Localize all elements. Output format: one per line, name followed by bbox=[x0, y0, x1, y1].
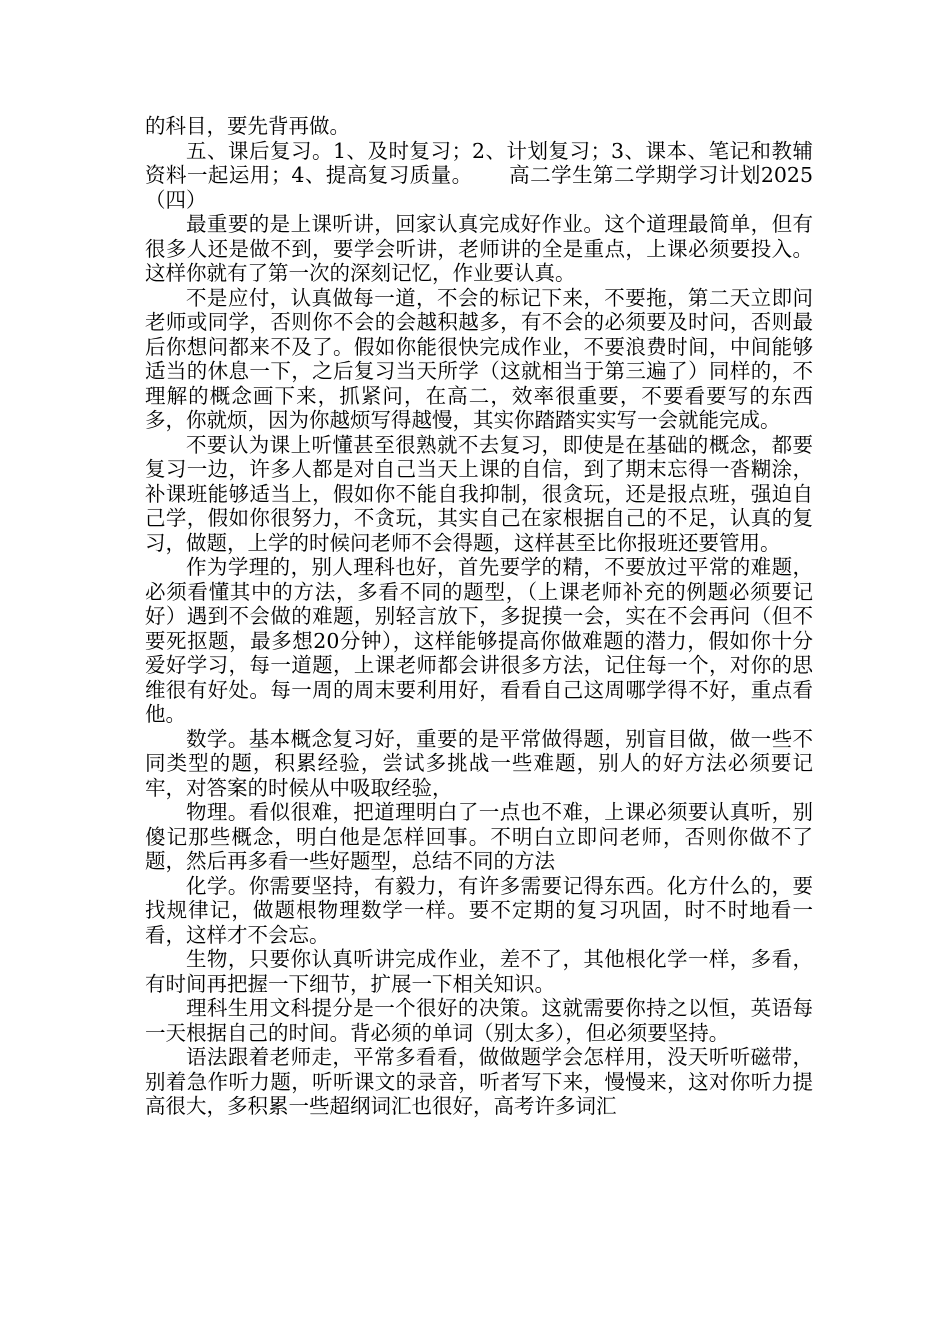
paragraph-text: 五、课后复习。1、及时复习；2、计划复习；3、课本、笔记和教辅资料一起运用；4、提高复习质量。 bbox=[145, 138, 813, 187]
paragraph bbox=[145, 800, 813, 874]
paragraph-text: 作为学理的，别人理科也好，首先要学的精，不要放过平常的难题，必须看懂其中的方法，多看不同的题型，（上课老师补充的例题必须要记好）遇到不会做的难题，别轻言放下，多捉摸一会，实在不会再问（但不要死抠题，最多想20分钟），这样能够提高你做难题的潜力，假如你十分爱好学习，每一道题，上课老师都会讲很多方法，记住每一个，对你的思维很有好处。每一周的周末要利用好，看看自己这周哪学得不好，重点看他。 bbox=[145, 555, 813, 726]
paragraph bbox=[145, 874, 813, 948]
paragraph bbox=[145, 1045, 813, 1119]
paragraph-text: 不是应付，认真做每一道，不会的标记下来，不要拖，第二天立即问老师或同学，否则你不会的会越积越多，有不会的必须要及时问，否则最后你想问都来不及了。假如你能很快完成作业，不要浪费时间，中间能够适当的休息一下，之后复习当天所学（这就相当于第三遍了）同样的，不理解的概念画下来，抓紧问，在高二，效率很重要，不要看要写的东西多，你就烦，因为你越烦写得越慢，其实你踏踏实实写一会就能完成。 bbox=[145, 285, 813, 432]
paragraph-text: 物理。看似很难，把道理明白了一点也不难，上课必须要认真听，别傻记那些概念，明白他是怎样回事。不明白立即问老师，否则你做不了题，然后再多看一些好题型，总结不同的方法 bbox=[145, 800, 813, 873]
paragraph-text: 化学。你需要坚持，有毅力，有许多需要记得东西。化方什么的，要找规律记，做题根物理数学一样。要不定期的复习巩固，时不时地看一看，这样才不会忘。 bbox=[145, 873, 813, 947]
paragraph-text: 数学。基本概念复习好，重要的是平常做得题，别盲目做，做一些不同类型的题，积累经验，尝试多挑战一些难题，别人的好方法必须要记牢，对答案的时候从中吸取经验， bbox=[145, 726, 813, 800]
paragraph-text: 生物，只要你认真听讲完成作业，差不了，其他根化学一样，多看，有时间再把握一下细节，扩展一下相关知识。 bbox=[145, 947, 813, 996]
document-page bbox=[145, 114, 813, 1119]
paragraph bbox=[145, 433, 813, 556]
paragraph-text: 最重要的是上课听讲，回家认真完成好作业。这个道理最简单，但有很多人还是做不到，要学会听讲，老师讲的全是重点，上课必须要投入。这样你就有了第一次的深刻记忆，作业要认真。 bbox=[145, 212, 813, 285]
paragraph bbox=[145, 947, 813, 996]
section-heading: 高二学生第二学期学习计划2025（四） bbox=[145, 163, 814, 212]
paragraph-text: 理科生用文科提分是一个很好的决策。这就需要你持之以恒，英语每一天根据自己的时间。背必须的单词（别太多），但必须要坚持。 bbox=[145, 996, 813, 1045]
paragraph-text: 不要认为课上听懂甚至很熟就不去复习，即使是在基础的概念，都要复习一边，许多人都是对自己当天上课的自信，到了期末忘得一沓糊涂，补课班能够适当上，假如你不能自我抑制，很贪玩，还是报点班，强迫自己学，假如你很努力，不贪玩，其实自己在家根据自己的不足，认真的复习，做题，上学的时候问老师不会得题，这样甚至比你报班还要管用。 bbox=[145, 432, 813, 555]
paragraph bbox=[145, 555, 813, 727]
paragraph bbox=[145, 727, 813, 801]
paragraph bbox=[145, 286, 813, 433]
paragraph bbox=[145, 114, 813, 139]
paragraph-text: 的科目，要先背再做。 bbox=[145, 114, 350, 138]
paragraph bbox=[145, 139, 813, 213]
paragraph bbox=[145, 212, 813, 286]
paragraph bbox=[145, 996, 813, 1045]
paragraph-text: 语法跟着老师走，平常多看看，做做题学会怎样用，没天听听磁带，别着急作听力题，听听课文的录音，听者写下来，慢慢来，这对你听力提高很大，多积累一些超纲词汇也很好，高考许多词汇 bbox=[145, 1045, 813, 1118]
